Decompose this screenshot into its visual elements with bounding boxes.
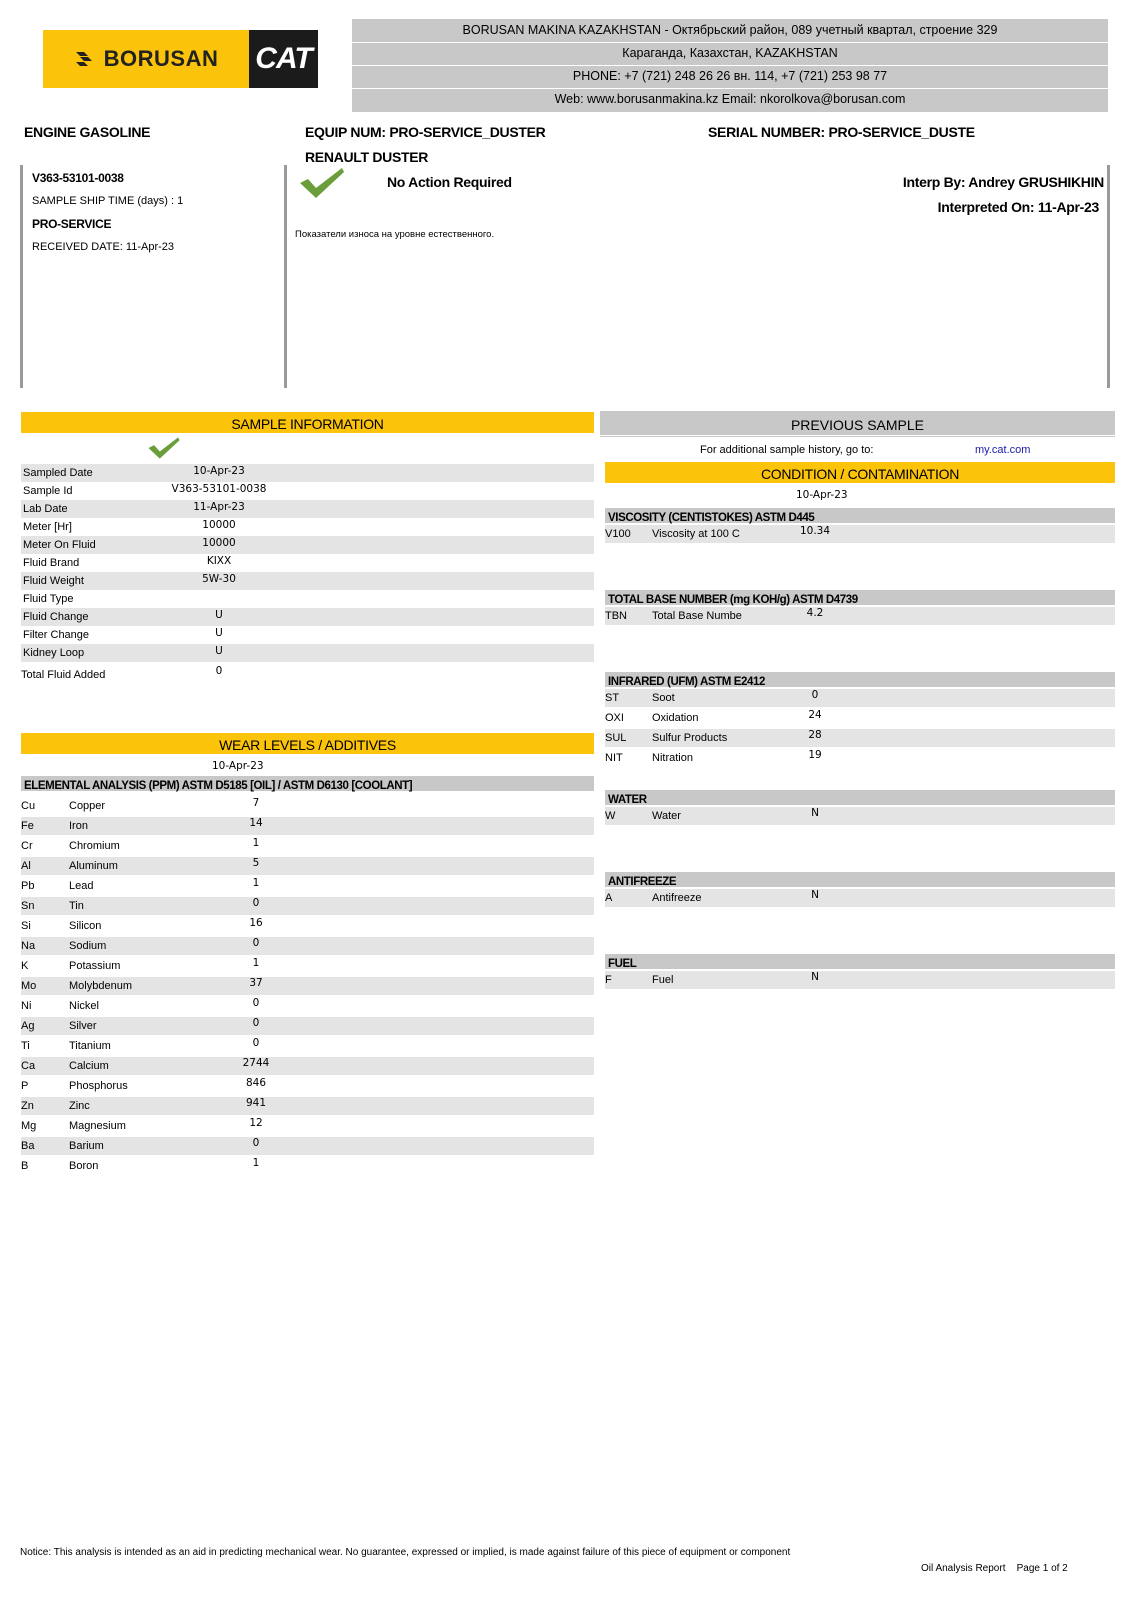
element-row	[21, 1037, 594, 1055]
condition-value: 19	[808, 749, 822, 761]
interpreted-by: Interp By: Andrey GRUSHIKHIN	[902, 174, 1104, 190]
sample-info-label: Fluid Change	[23, 611, 89, 623]
condition-name: Fuel	[652, 974, 674, 986]
element-name: Nickel	[69, 1000, 99, 1012]
previous-sample-rule	[600, 436, 1115, 437]
sample-information-header: SAMPLE INFORMATION	[21, 412, 594, 433]
status-check-icon	[298, 166, 346, 200]
borusan-logo	[43, 30, 249, 88]
condition-code: A	[605, 892, 613, 904]
element-name: Lead	[69, 880, 94, 892]
customer-name: PRO-SERVICE	[32, 217, 112, 231]
sample-info-value: 5W-30	[202, 573, 236, 585]
sample-info-value: U	[215, 609, 223, 621]
dealer-address-box	[352, 19, 1108, 112]
cat-logo	[249, 30, 318, 88]
sample-info-row	[21, 554, 594, 572]
interpreted-on: Interpreted On: 11-Apr-23	[937, 199, 1099, 215]
element-row	[21, 857, 594, 875]
condition-section-header: VISCOSITY (CENTISTOKES) ASTM D445	[605, 508, 1115, 523]
condition-name: Nitration	[652, 752, 693, 764]
address-line-2: Караганда, Казахстан, KAZAKHSTAN	[352, 42, 1108, 66]
condition-date: 10-Apr-23	[796, 489, 848, 501]
condition-name: Total Base Numbe	[652, 610, 742, 622]
condition-row	[605, 689, 1115, 707]
received-date: RECEIVED DATE: 11-Apr-23	[32, 241, 175, 253]
condition-value: 4.2	[806, 607, 824, 619]
element-name: Silver	[69, 1020, 97, 1032]
condition-code: W	[605, 810, 616, 822]
condition-code: NIT	[605, 752, 623, 764]
borusan-mark-icon	[74, 49, 98, 69]
sample-info-row	[21, 518, 594, 536]
sample-info-label: Meter On Fluid	[23, 539, 96, 551]
element-row	[21, 937, 594, 955]
element-value: 1	[252, 837, 260, 849]
wear-levels-date: 10-Apr-23	[212, 760, 264, 772]
condition-value: 0	[811, 689, 819, 701]
element-row	[21, 917, 594, 935]
element-value: 7	[252, 797, 260, 809]
condition-row	[605, 729, 1115, 747]
element-name: Silicon	[69, 920, 102, 932]
status-text: No Action Required	[387, 174, 512, 190]
element-code: Sn	[21, 900, 35, 912]
equip-num-title: EQUIP NUM: PRO-SERVICE_DUSTER	[305, 124, 546, 140]
my-cat-link[interactable]: my.cat.com	[975, 444, 1031, 456]
element-name: Iron	[69, 820, 88, 832]
sample-info-row	[21, 536, 594, 554]
sample-info-label: Fluid Weight	[23, 575, 84, 587]
element-row	[21, 997, 594, 1015]
condition-section-header: FUEL	[605, 954, 1115, 969]
element-value: 1	[252, 1157, 260, 1169]
sample-info-row	[21, 644, 594, 662]
condition-section-header: ANTIFREEZE	[605, 872, 1115, 887]
element-name: Titanium	[69, 1040, 111, 1052]
sample-info-value: KIXX	[206, 555, 232, 567]
sample-info-value: 11-Apr-23	[193, 501, 245, 513]
element-row	[21, 1057, 594, 1075]
element-name: Copper	[69, 800, 106, 812]
condition-name: Sulfur Products	[652, 732, 728, 744]
element-code: Ca	[21, 1060, 36, 1072]
condition-value: 24	[808, 709, 822, 721]
sample-info-value: V363-53101-0038	[171, 483, 267, 495]
condition-row	[605, 807, 1115, 825]
element-code: Si	[21, 920, 31, 932]
element-value: 1	[252, 957, 260, 969]
element-row	[21, 1097, 594, 1115]
sample-info-value: 0	[215, 665, 223, 677]
element-code: Fe	[21, 820, 34, 832]
borusan-cat-logo	[43, 30, 318, 88]
condition-code: ST	[605, 692, 620, 704]
element-name: Molybdenum	[69, 980, 132, 992]
element-row	[21, 1077, 594, 1095]
element-value: 0	[252, 1037, 260, 1049]
sample-number: V363-53101-0038	[32, 171, 124, 185]
element-row	[21, 817, 594, 835]
element-value: 941	[245, 1097, 267, 1109]
element-name: Magnesium	[69, 1120, 126, 1132]
condition-section-header: INFRARED (UFM) ASTM E2412	[605, 672, 1115, 687]
condition-value: 28	[808, 729, 822, 741]
element-name: Zinc	[69, 1100, 90, 1112]
sample-info-row	[21, 666, 594, 684]
element-name: Chromium	[69, 840, 120, 852]
element-row	[21, 1117, 594, 1135]
condition-code: F	[605, 974, 612, 986]
element-code: Mo	[21, 980, 37, 992]
element-name: Sodium	[69, 940, 107, 952]
element-row	[21, 877, 594, 895]
sample-info-value: U	[215, 645, 223, 657]
sample-info-label: Sample Id	[23, 485, 73, 497]
condition-row	[605, 971, 1115, 989]
model-title: RENAULT DUSTER	[305, 149, 429, 165]
sample-history-text: For additional sample history, go to:	[700, 444, 874, 456]
sample-info-row	[21, 464, 594, 482]
element-code: Pb	[21, 880, 35, 892]
sample-info-label: Kidney Loop	[23, 647, 85, 659]
borusan-logo-text: BORUSAN	[103, 46, 219, 71]
elemental-analysis-header: ELEMENTAL ANALYSIS (PPM) ASTM D5185 [OIL] / ASTM D6130 [COOLANT]	[21, 776, 594, 791]
element-name: Boron	[69, 1160, 99, 1172]
interpretation-comment: Показатели износа на уровне естественного.	[295, 229, 495, 240]
condition-row	[605, 525, 1115, 543]
element-value: 0	[252, 1137, 260, 1149]
condition-section-header: WATER	[605, 790, 1115, 805]
element-name: Phosphorus	[69, 1080, 128, 1092]
condition-contamination-header: CONDITION / CONTAMINATION	[605, 462, 1115, 483]
condition-row	[605, 749, 1115, 767]
element-row	[21, 797, 594, 815]
element-name: Barium	[69, 1140, 104, 1152]
cat-logo-text: CAT	[255, 42, 312, 75]
element-code: Mg	[21, 1120, 37, 1132]
address-line-1: BORUSAN MAKINA KAZAKHSTAN - Октябрьский район, 089 учетный квартал, строение 329	[352, 19, 1108, 43]
sample-ship-time: SAMPLE SHIP TIME (days) : 1	[32, 195, 184, 207]
element-code: Na	[21, 940, 36, 952]
sample-check-icon	[147, 436, 181, 460]
element-row	[21, 1017, 594, 1035]
sample-info-row	[21, 608, 594, 626]
element-name: Potassium	[69, 960, 121, 972]
element-value: 16	[249, 917, 263, 929]
element-value: 14	[249, 817, 263, 829]
sample-info-row	[21, 482, 594, 500]
element-code: Al	[21, 860, 31, 872]
serial-number-title: SERIAL NUMBER: PRO-SERVICE_DUSTE	[708, 124, 975, 140]
previous-sample-header: PREVIOUS SAMPLE	[600, 411, 1115, 435]
sample-info-label: Filter Change	[23, 629, 90, 641]
element-name: Tin	[69, 900, 84, 912]
sample-info-label: Sampled Date	[23, 467, 93, 479]
sample-info-row	[21, 626, 594, 644]
element-value: 2744	[242, 1057, 270, 1069]
element-value: 0	[252, 1017, 260, 1029]
condition-code: V100	[605, 528, 631, 540]
element-row	[21, 837, 594, 855]
condition-name: Soot	[652, 692, 675, 704]
element-value: 5	[252, 857, 260, 869]
condition-name: Oxidation	[652, 712, 699, 724]
web-email-line: Web: www.borusanmakina.kz Email: nkorolkova@borusan.com	[554, 92, 906, 106]
sample-info-value: 10-Apr-23	[193, 465, 245, 477]
element-value: 37	[249, 977, 263, 989]
element-name: Calcium	[69, 1060, 109, 1072]
element-row	[21, 1157, 594, 1175]
panel-divider-middle	[284, 165, 287, 388]
condition-code: TBN	[605, 610, 627, 622]
element-code: P	[21, 1080, 29, 1092]
element-code: B	[21, 1160, 29, 1172]
condition-value: N	[811, 807, 819, 819]
engine-type-title: ENGINE GASOLINE	[24, 124, 151, 140]
element-code: Ni	[21, 1000, 32, 1012]
sample-info-value: 10000	[202, 519, 236, 531]
page-footer: Oil Analysis Report Page 1 of 2	[921, 1563, 1068, 1574]
condition-section-header: TOTAL BASE NUMBER (mg KOH/g) ASTM D4739	[605, 590, 1115, 605]
disclaimer-notice: Notice: This analysis is intended as an aid in predicting mechanical wear. No guarantee, expressed or implied, is made against failure of this piece of equipment or component	[20, 1547, 791, 1558]
sample-info-row	[21, 590, 594, 608]
sample-info-value: U	[215, 627, 223, 639]
element-code: Ti	[21, 1040, 30, 1052]
condition-code: OXI	[605, 712, 624, 724]
element-code: Zn	[21, 1100, 34, 1112]
element-row	[21, 977, 594, 995]
element-code: Ag	[21, 1020, 35, 1032]
element-value: 846	[245, 1077, 267, 1089]
phone-line: PHONE: +7 (721) 248 26 26 вн. 114, +7 (721) 253 98 77	[352, 65, 1108, 89]
sample-info-label: Meter [Hr]	[23, 521, 72, 533]
condition-row	[605, 889, 1115, 907]
panel-divider-left	[20, 165, 23, 388]
sample-info-label: Lab Date	[23, 503, 68, 515]
element-value: 0	[252, 937, 260, 949]
panel-divider-right	[1107, 165, 1110, 388]
condition-row	[605, 607, 1115, 625]
condition-name: Viscosity at 100 C	[652, 528, 740, 540]
condition-name: Antifreeze	[652, 892, 702, 904]
element-name: Aluminum	[69, 860, 118, 872]
element-row	[21, 957, 594, 975]
condition-code: SUL	[605, 732, 627, 744]
element-value: 12	[249, 1117, 263, 1129]
element-code: K	[21, 960, 29, 972]
sample-info-value: 10000	[202, 537, 236, 549]
condition-value: 10.34	[799, 525, 831, 537]
element-value: 0	[252, 897, 260, 909]
sample-info-row	[21, 572, 594, 590]
wear-levels-header: WEAR LEVELS / ADDITIVES	[21, 733, 594, 754]
condition-value: N	[811, 889, 819, 901]
sample-info-row	[21, 500, 594, 518]
element-code: Cr	[21, 840, 33, 852]
element-value: 1	[252, 877, 260, 889]
element-code: Cu	[21, 800, 36, 812]
sample-info-label: Fluid Brand	[23, 557, 80, 569]
condition-value: N	[811, 971, 819, 983]
element-value: 0	[252, 997, 260, 1009]
sample-info-label: Fluid Type	[23, 593, 74, 605]
sample-info-label: Total Fluid Added	[21, 669, 106, 681]
element-row	[21, 897, 594, 915]
element-row	[21, 1137, 594, 1155]
condition-name: Water	[652, 810, 681, 822]
element-code: Ba	[21, 1140, 35, 1152]
condition-row	[605, 709, 1115, 727]
